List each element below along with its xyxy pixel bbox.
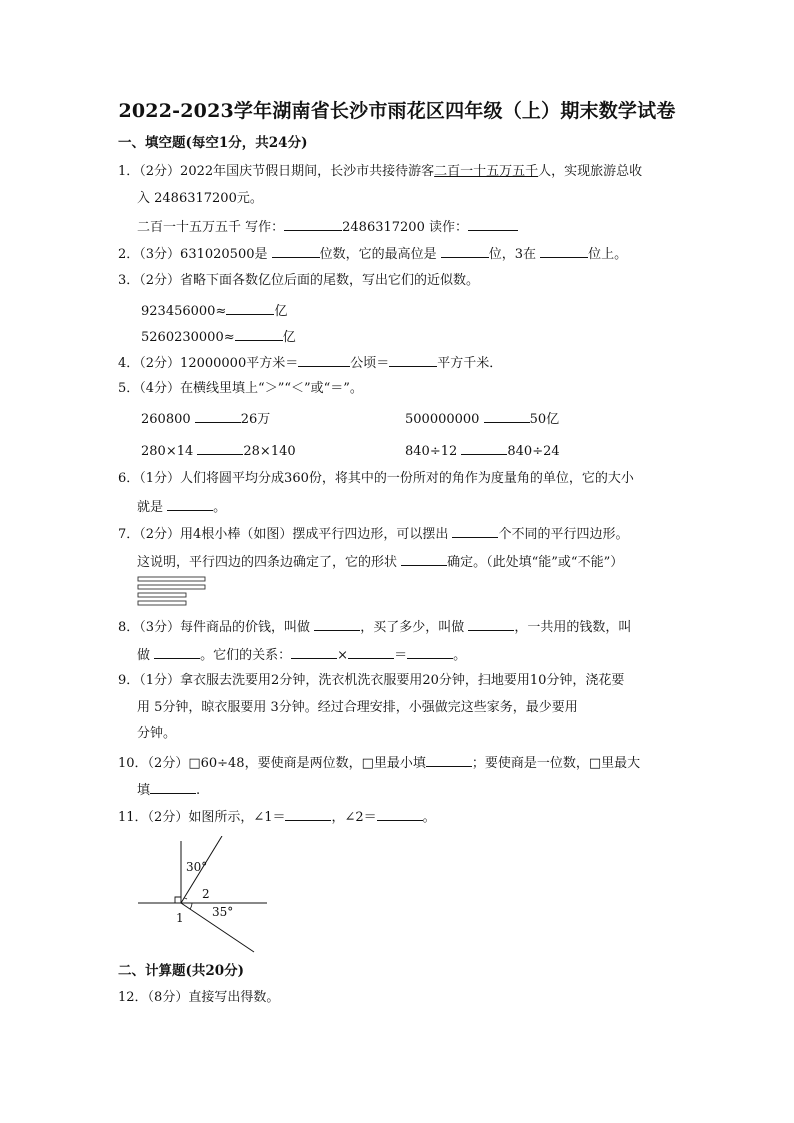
question-5-item-a (141, 409, 270, 429)
q7-text-b: 个不同的平行四边形。 (498, 527, 629, 542)
question-5: 5．（4分）在横线里填上“＞”“＜”或“＝”。 (118, 381, 363, 396)
answer-blank[interactable] (401, 552, 447, 566)
answer-blank[interactable] (197, 441, 243, 455)
q8-text-c: ，一共用的钱数，叫 (514, 620, 632, 635)
q5-left-d: 840÷12 (405, 444, 462, 459)
question-4 (118, 353, 502, 373)
answer-blank[interactable] (226, 301, 274, 315)
q1-underlined-number: 二百一十五万五千 (434, 164, 539, 179)
angle-35-label: 35° (212, 905, 234, 919)
question-3-item-b (141, 327, 296, 347)
question-8-line-1 (118, 617, 631, 637)
question-5-item-d (405, 441, 560, 461)
answer-blank[interactable] (150, 780, 196, 794)
answer-blank[interactable] (291, 645, 337, 659)
answer-blank[interactable] (285, 807, 331, 821)
q2-text-d: 位上。 (588, 247, 628, 262)
question-7-line-1 (118, 524, 628, 544)
answer-blank[interactable] (195, 409, 241, 423)
answer-blank[interactable] (407, 645, 453, 659)
q8-text-a: 8．（3分）每件商品的价钱，叫做 (118, 620, 315, 635)
stick-2 (138, 585, 205, 589)
q2-text-a: 2．（3分）631020500是 (118, 247, 272, 262)
answer-blank[interactable] (284, 217, 342, 231)
section-heading-fill-in: 一、填空题(每空1分，共24分) (118, 135, 308, 151)
q8-text-b: ，买了多少，叫做 (360, 620, 469, 635)
question-9-line-1: 9．（1分）拿衣服去洗要用2分钟，洗衣机洗衣服要用20分钟，扫地要用10分钟，浇花要 (118, 673, 625, 688)
angle-1-label: 1 (176, 911, 184, 925)
q1-text-a: 1．（2分）2022年国庆节假日期间，长沙市共接待游客 (118, 164, 435, 179)
q5-right-c: 28×140 (243, 444, 296, 459)
question-8-line-2 (137, 645, 466, 665)
q10-text-b: ；要使商是一位数，□里最大 (471, 756, 641, 771)
answer-blank[interactable] (468, 217, 518, 231)
q6-text-a: 就是 (137, 500, 168, 515)
answer-blank[interactable] (235, 327, 283, 341)
question-2 (118, 244, 627, 264)
q1-text-b: 人，实现旅游总收 (538, 164, 643, 179)
page-title: 2022-2023学年湖南省长沙市雨花区四年级（上）期末数学试卷 (118, 100, 676, 122)
q5-right-a: 26万 (240, 412, 271, 427)
question-6-line-2 (137, 497, 226, 517)
q7-text-a: 7．（2分）用4根小棒（如图）摆成平行四边形，可以摆出 (118, 527, 453, 542)
answer-blank[interactable] (377, 807, 423, 821)
section-heading-calculation: 二、计算题(共20分) (118, 963, 245, 979)
stick-1 (138, 577, 205, 581)
answer-blank[interactable] (314, 617, 360, 631)
q4-text-b: 公顷＝ (350, 356, 390, 371)
angle-figure (132, 836, 277, 958)
question-1-line-1 (118, 163, 642, 181)
stick-3 (138, 593, 186, 597)
q11-text-c: 。 (422, 810, 436, 825)
q2-text-c: 位，3在 (488, 247, 541, 262)
q3-number-a: 923456000≈ (141, 304, 227, 319)
q5-right-b: 50亿 (529, 412, 560, 427)
q8-text-d: 做 (137, 648, 155, 663)
q6-text-b: 。 (213, 500, 227, 515)
q8-times: × (337, 648, 349, 663)
answer-blank[interactable] (484, 409, 530, 423)
q5-right-d: 840÷24 (507, 444, 560, 459)
answer-blank[interactable] (441, 244, 489, 258)
question-3-item-a (141, 301, 287, 321)
angle-30-label: 30° (186, 860, 208, 874)
answer-blank[interactable] (154, 645, 200, 659)
question-7-line-2 (137, 552, 623, 572)
sticks-figure (137, 576, 209, 608)
question-10-line-1 (118, 753, 640, 773)
q5-left-c: 280×14 (141, 444, 198, 459)
answer-blank[interactable] (461, 441, 507, 455)
answer-blank[interactable] (389, 353, 437, 367)
question-11 (118, 807, 436, 827)
q7-text-d: 确定。（此处填“能”或“不能”） (447, 555, 624, 570)
q10-text-c: 填 (137, 783, 151, 798)
q11-text-b: ，∠2＝ (331, 810, 377, 825)
q4-text-a: 4．（2分）12000000平方米＝ (118, 356, 299, 371)
right-angle-mark (175, 897, 181, 903)
q8-text-e: 。它们的关系： (200, 648, 292, 663)
question-9-line-3: 分钟。 (137, 726, 177, 741)
stick-4 (138, 601, 186, 605)
question-1-line-3 (137, 217, 518, 237)
q3-unit-a: 亿 (274, 304, 288, 319)
q5-left-b: 500000000 (405, 412, 484, 427)
answer-blank[interactable] (540, 244, 588, 258)
answer-blank[interactable] (272, 244, 320, 258)
q10-text-a: 10．（2分）□60÷48，要使商是两位数，□里最小填 (118, 756, 426, 771)
q1-read-label: 2486317200 读作： (342, 220, 468, 235)
answer-blank[interactable] (452, 524, 498, 538)
angle-35-arc (190, 903, 192, 909)
question-6-line-1: 6．（1分）人们将圆平均分成360份，将其中的一份所对的角作为度量角的单位，它的大小 (118, 471, 634, 486)
q1-write-label: 二百一十五万五千 写作： (137, 220, 285, 235)
q2-text-b: 位数，它的最高位是 (319, 247, 441, 262)
q5-left-a: 260800 (141, 412, 195, 427)
question-9-line-2: 用 5分钟，晾衣服要用 3分钟。经过合理安排，小强做完这些家务，最少要用 (137, 700, 578, 715)
q3-number-b: 5260230000≈ (141, 330, 235, 345)
question-5-item-b (405, 409, 559, 429)
angle-2-arc (184, 898, 187, 899)
answer-blank[interactable] (167, 497, 213, 511)
q7-text-c: 这说明，平行四边的四条边确定了，它的形状 (137, 555, 402, 570)
question-12: 12．（8分）直接写出得数。 (118, 990, 280, 1005)
q4-text-c: 平方千米． (437, 356, 503, 371)
answer-blank[interactable] (348, 645, 394, 659)
answer-blank[interactable] (298, 353, 350, 367)
question-1-line-2: 入 2486317200元。 (137, 191, 263, 206)
q3-unit-b: 亿 (282, 330, 296, 345)
q11-text-a: 11．（2分）如图所示，∠1＝ (118, 810, 286, 825)
answer-blank[interactable] (468, 617, 514, 631)
q8-period: 。 (453, 648, 467, 663)
q8-equals: ＝ (394, 648, 408, 663)
question-3: 3．（2分）省略下面各数亿位后面的尾数，写出它们的近似数。 (118, 273, 480, 288)
question-10-line-2 (137, 780, 200, 800)
angle-2-label: 2 (202, 887, 210, 901)
q10-text-d: . (196, 783, 201, 798)
question-5-item-c (141, 441, 296, 461)
answer-blank[interactable] (426, 753, 472, 767)
